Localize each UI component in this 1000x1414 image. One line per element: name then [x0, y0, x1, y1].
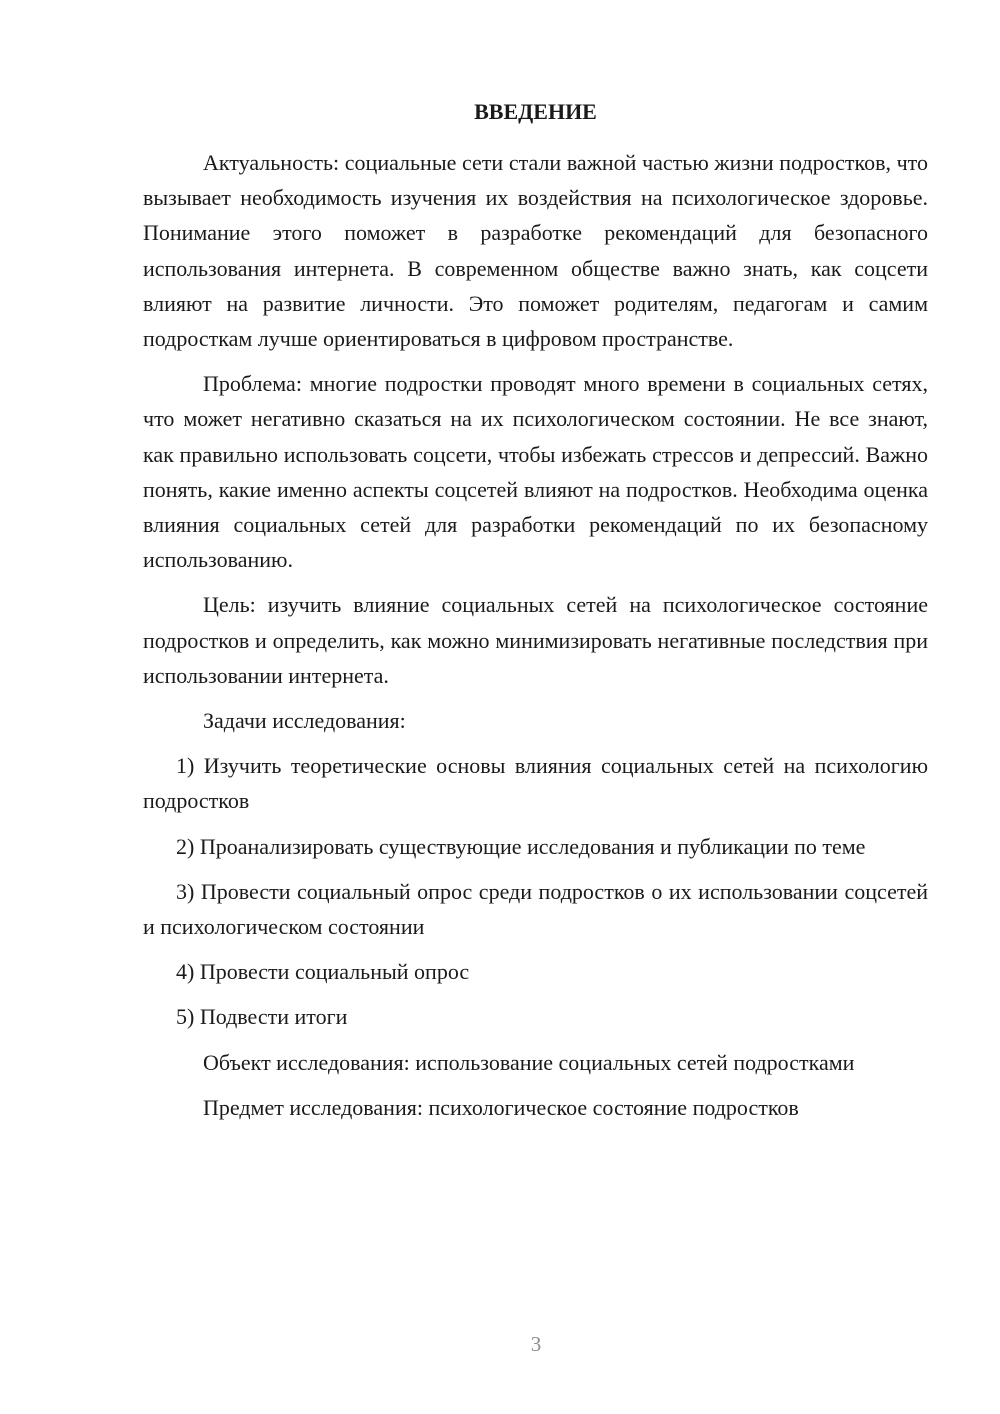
task-item-3: 3) Провести социальный опрос среди подростков о их использовании соцсетей и психологическом состоянии — [143, 878, 928, 940]
tasks-heading: Задачи исследования: — [203, 708, 406, 734]
document-page — [143, 94, 928, 1135]
task-item-5: 5) Подвести итоги — [176, 1004, 348, 1030]
task-item-2: 2) Проанализировать существующие исследования и публикации по теме — [176, 833, 866, 859]
task-item-1: 1) Изучить теоретические основы влияния социальных сетей на психологию подростков — [143, 753, 928, 814]
research-subject: Предмет исследования: психологическое состояние подростков — [203, 1094, 799, 1120]
task-item-4: 4) Провести социальный опрос — [176, 959, 470, 985]
page-number: 3 — [530, 1332, 542, 1356]
research-object: Объект исследования: использование социальных сетей подростками — [203, 1049, 855, 1075]
paragraph-problem: Проблема: многие подростки проводят много времени в социальных сетях, что может негативно сказаться на их психологическом состоянии. Не все знают, как правильно использовать соцсети, чтобы избежать стрессов и депрессий. Важно понять, какие именно аспекты соцсетей влияют на подростков. Необходима оценка влияния социальных сетей для разработки рекомендаций по их безопасному использованию. — [143, 371, 928, 573]
page-title: ВВЕДЕНИЕ — [474, 99, 597, 124]
paragraph-goal: Цель: изучить влияние социальных сетей на психологическое состояние подростков и определить, как можно минимизировать негативные последствия при использовании интернета. — [143, 592, 928, 688]
paragraph-relevance: Актуальность: социальные сети стали важной частью жизни подростков, что вызывает необходимость изучения их воздействия на психологическое здоровье. Понимание этого поможет в разработке рекомендаций для безопасного использования интернета. В современном обществе важно знать, как соцсети влияют на развитие личности. Это поможет родителям, педагогам и самим подросткам лучше ориентироваться в цифровом пространстве. — [143, 150, 928, 352]
